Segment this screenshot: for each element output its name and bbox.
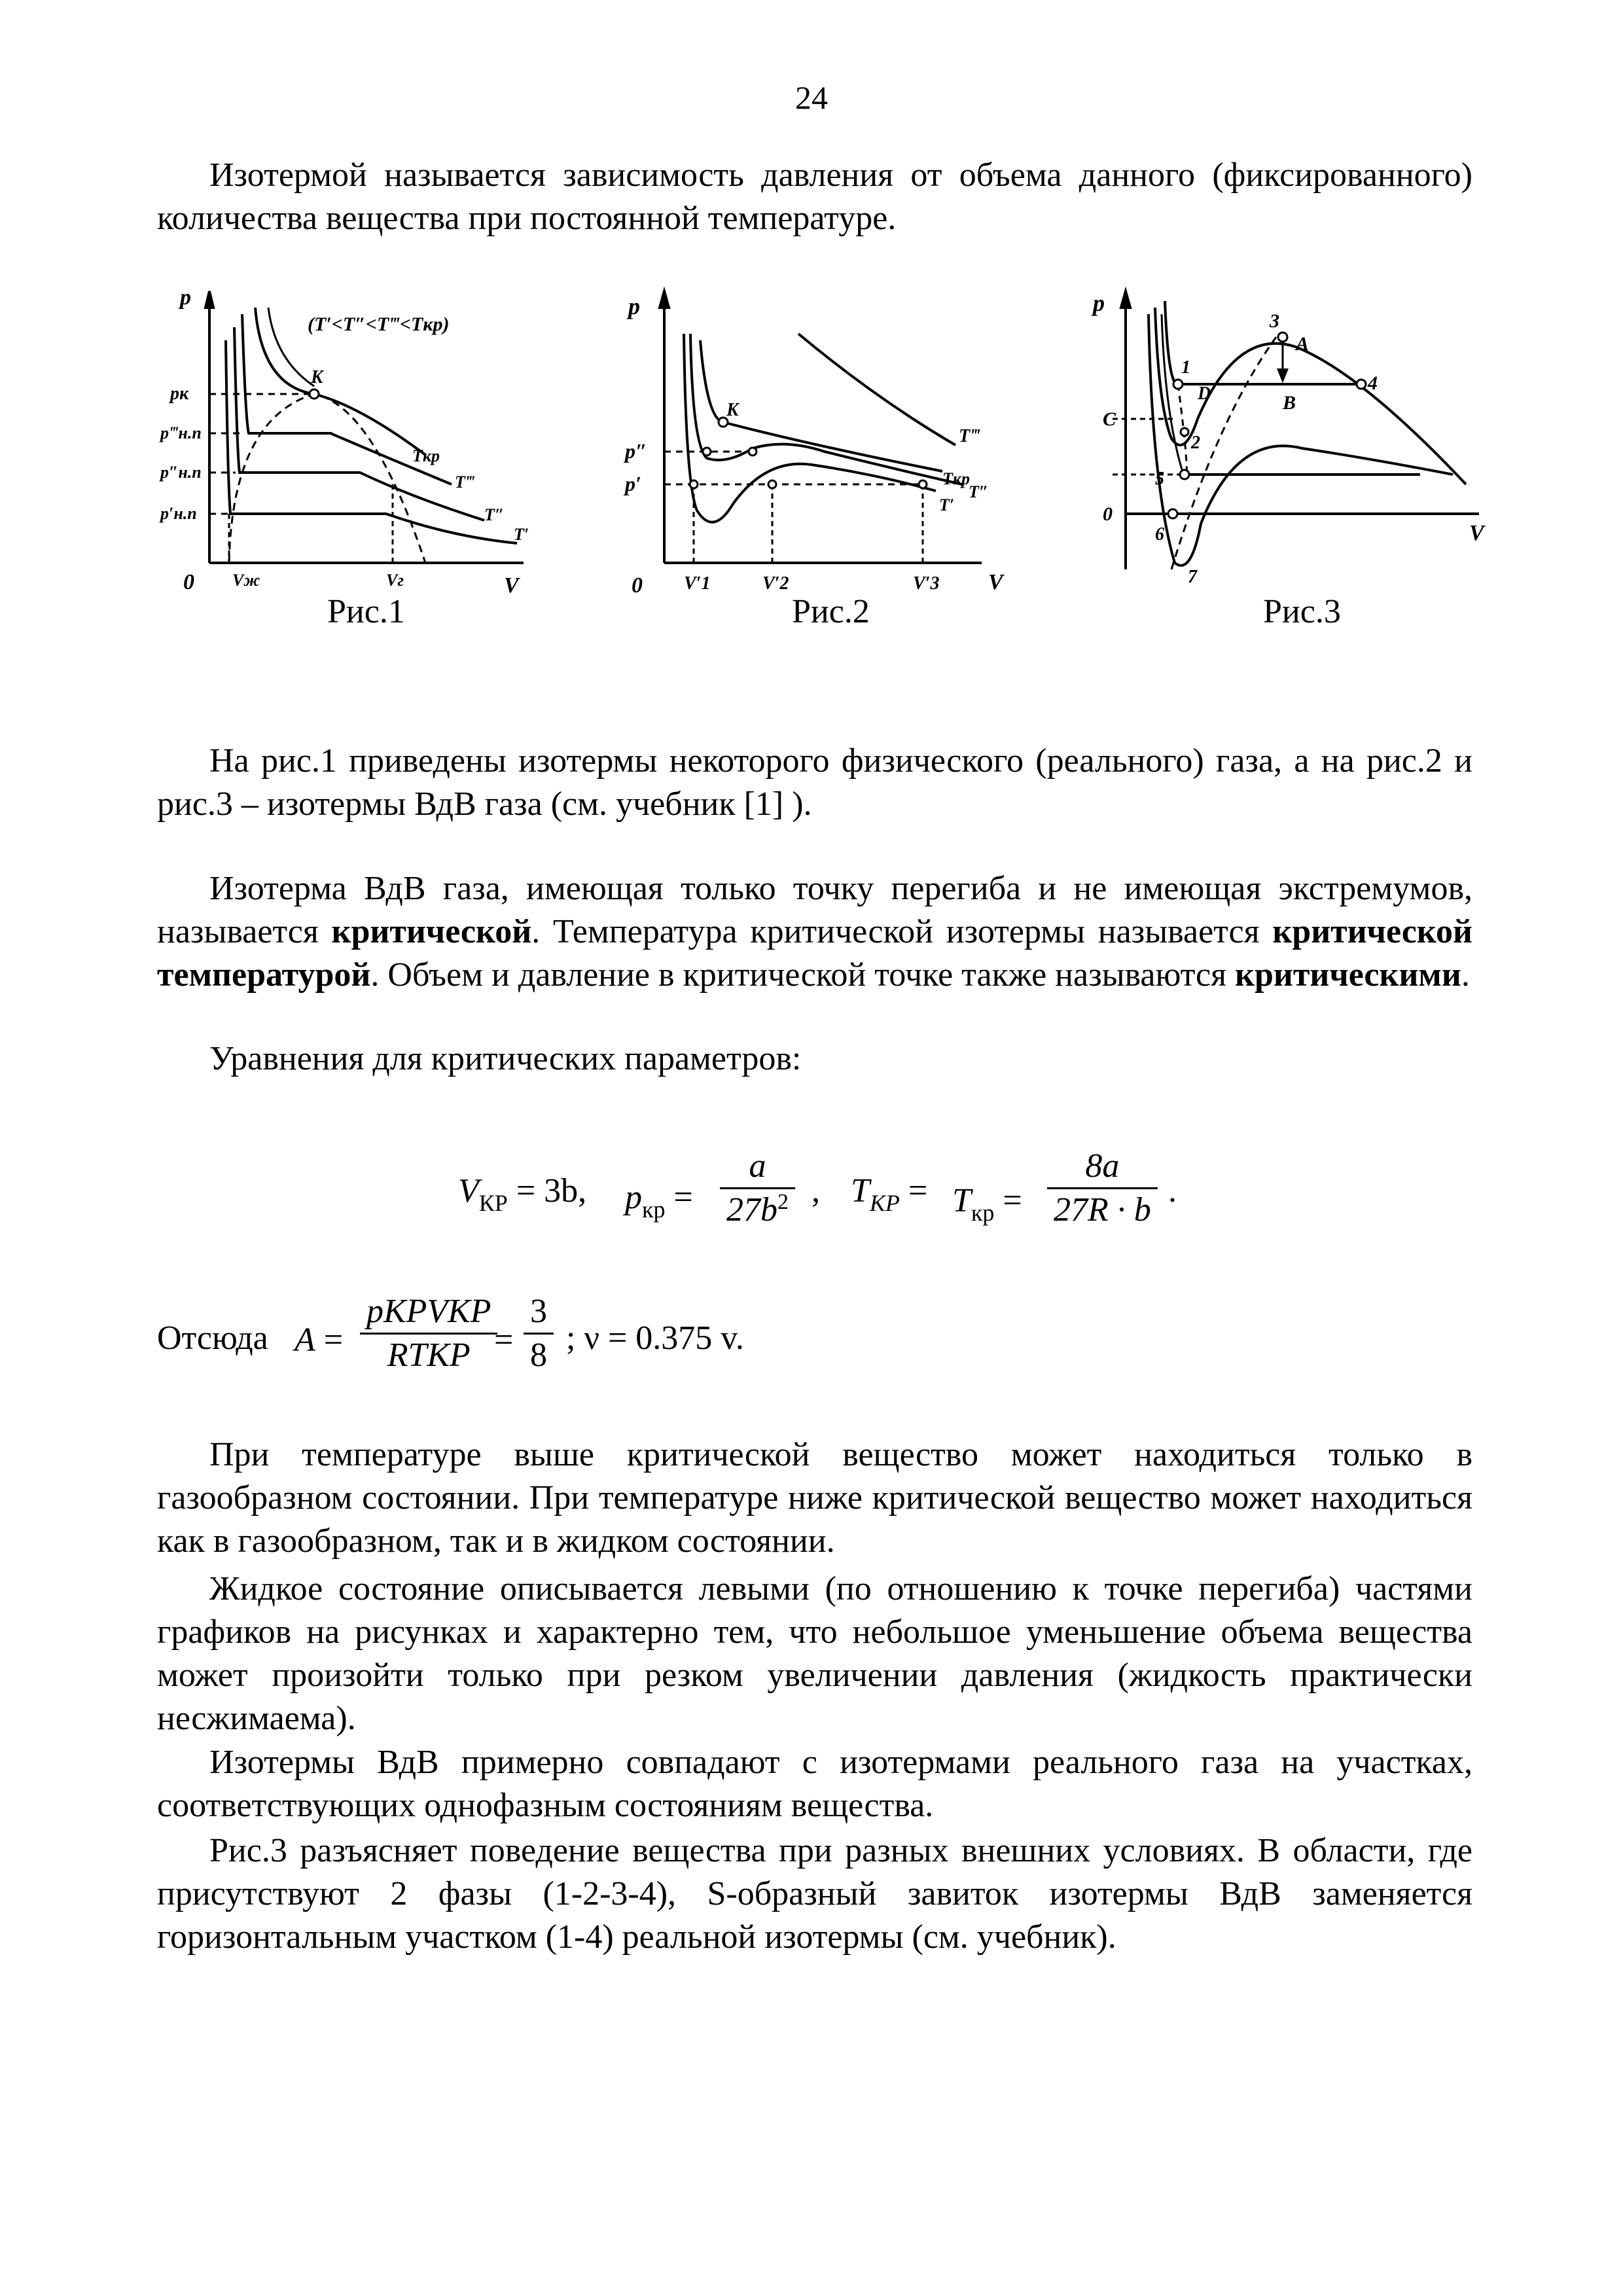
fig3-label-5: 5	[1155, 469, 1164, 489]
fig1-label-t3: T‴	[455, 473, 475, 492]
fig2-label-k: K	[726, 400, 739, 420]
fig3-label-a: A	[1296, 333, 1310, 355]
fig1-isotherm-t2	[234, 327, 484, 520]
fig2-label-tkr: Tкр	[942, 469, 971, 488]
critical-formula: $V_{КР} = 3b$, $p_{кр}$ = $\frac{a}{27b^2}$ , $T_{KP}$ = $T_{кр}$ = $\frac{8a}{27R \cdot b}$ .	[458, 1132, 1211, 1263]
ratio-formula: Отсюда A = pКРVКР RTКР = $\frac{3}{8}$ ; ν = 0.375 v.	[157, 1283, 812, 1401]
equations-intro: Уравнения для критических параметров:	[209, 1040, 802, 1077]
fig2-label-origin: 0	[632, 573, 643, 598]
fig1-label-vzh: Vж	[232, 571, 260, 590]
fig3-arrow-p	[1121, 291, 1130, 308]
fig1-label-ph3: p‴н.п	[160, 423, 202, 442]
fig3-label-b: B	[1283, 392, 1296, 414]
figure-2	[615, 288, 1021, 596]
fig1-label-vg: Vг	[386, 571, 404, 590]
figure-3	[1086, 288, 1492, 596]
figure-1-caption: Рис.1	[327, 593, 405, 630]
liquid-paragraph: Жидкое состояние описывается левыми (по отношению к точке перегиба) частями графиков на рисунках и характерно тем, что небольшое уменьшение объема вещества может произойти только при резком увеличении давления (жидкость практически несжимаема).	[157, 1570, 1472, 1737]
fig2-label-v3: V′3	[913, 573, 940, 594]
fig2-label-t3: T‴	[959, 426, 980, 446]
figures-description-paragraph: На рис.1 приведены изотермы некоторого физического (реального) газа, а на рис.2 и рис.3 – изотермы ВдВ газа (см. учебник [1] ).	[157, 742, 1472, 823]
page-number: 24	[795, 79, 828, 116]
fig2-label-p2: p″	[625, 439, 647, 463]
fig2-label-t2: T″	[969, 482, 989, 501]
intro-paragraph: Изотермой называется зависимость давления от объема данного (фиксированного) количества вещества при постоянной температуре.	[157, 156, 1472, 237]
fig1-label-t2: T″	[484, 505, 505, 524]
fig1-label-origin: 0	[183, 570, 194, 594]
fig3-label-p: p	[1093, 290, 1105, 316]
fig1-condition: (T′<T″<T‴<Tкр)	[308, 314, 450, 335]
fig1-label-p: p	[180, 285, 191, 310]
fig3-label-3: 3	[1270, 310, 1279, 332]
fig2-isotherm-t3	[798, 334, 955, 445]
fig3-label-2: 2	[1191, 433, 1200, 453]
fig2-label-v: V	[988, 570, 1003, 594]
figure-1	[160, 285, 543, 598]
fig2-label-t1: T′	[939, 495, 955, 514]
fig3-label-4: 4	[1368, 372, 1378, 394]
fig2-arrow-p	[660, 291, 669, 308]
figure-3-caption: Рис.3	[1263, 593, 1341, 630]
fig1-label-tkr: Tкр	[412, 446, 440, 465]
figure-2-caption: Рис.2	[792, 593, 870, 630]
fig3-label-0: 0	[1103, 503, 1113, 525]
fig1-label-k: K	[311, 367, 323, 387]
fig3-paragraph: Рис.3 разъясняет поведение вещества при разных внешних условиях. В области, где присутствуют 2 фазы (1-2-3-4), S-образный завиток изотермы ВдВ заменяется горизонтальным участком (1-4) реальной изотермы (см. учебник).	[157, 1832, 1472, 1956]
fig2-label-p: p	[628, 293, 640, 319]
fig3-isotherm-2	[1165, 301, 1178, 384]
fig3-label-1: 1	[1181, 357, 1190, 378]
fig2-label-p1: p′	[625, 472, 641, 495]
fig2-label-v1: V′1	[684, 573, 711, 594]
fig3-label-7: 7	[1188, 567, 1197, 587]
fig3-label-v: V	[1469, 521, 1484, 545]
fig1-label-ph2: p″н.п	[160, 463, 202, 482]
fig3-label-c: C	[1103, 408, 1116, 430]
fig3-label-d: D	[1198, 384, 1211, 404]
fig1-label-v: V	[504, 573, 519, 598]
fig2-isotherm-t1	[684, 334, 936, 522]
fig1-label-t1: T′	[514, 525, 529, 544]
fig1-label-pk: pк	[170, 384, 189, 404]
fig1-arrow-p	[205, 291, 213, 308]
match-paragraph: Изотермы ВдВ примерно совпадают с изотермами реального газа на участках, соответствующих однофазным состояниям вещества.	[157, 1744, 1472, 1824]
fig3-label-6: 6	[1155, 524, 1164, 545]
critical-paragraph: Изотерма ВдВ газа, имеющая только точку перегиба и не имеющая экстремумов, называется критической. Температура критической изотермы называется критической температурой. Объем и давление в критической точке также называются критическими.	[157, 870, 1473, 994]
fig2-label-v2: V′2	[762, 573, 789, 594]
fig1-label-ph1: p′н.п	[160, 504, 197, 523]
above-critical-paragraph: При температуре выше критической вещество может находиться только в газообразном состоянии. При температуре ниже критической вещество может находиться как в газообразном, так и в жидком состоянии.	[157, 1436, 1472, 1560]
